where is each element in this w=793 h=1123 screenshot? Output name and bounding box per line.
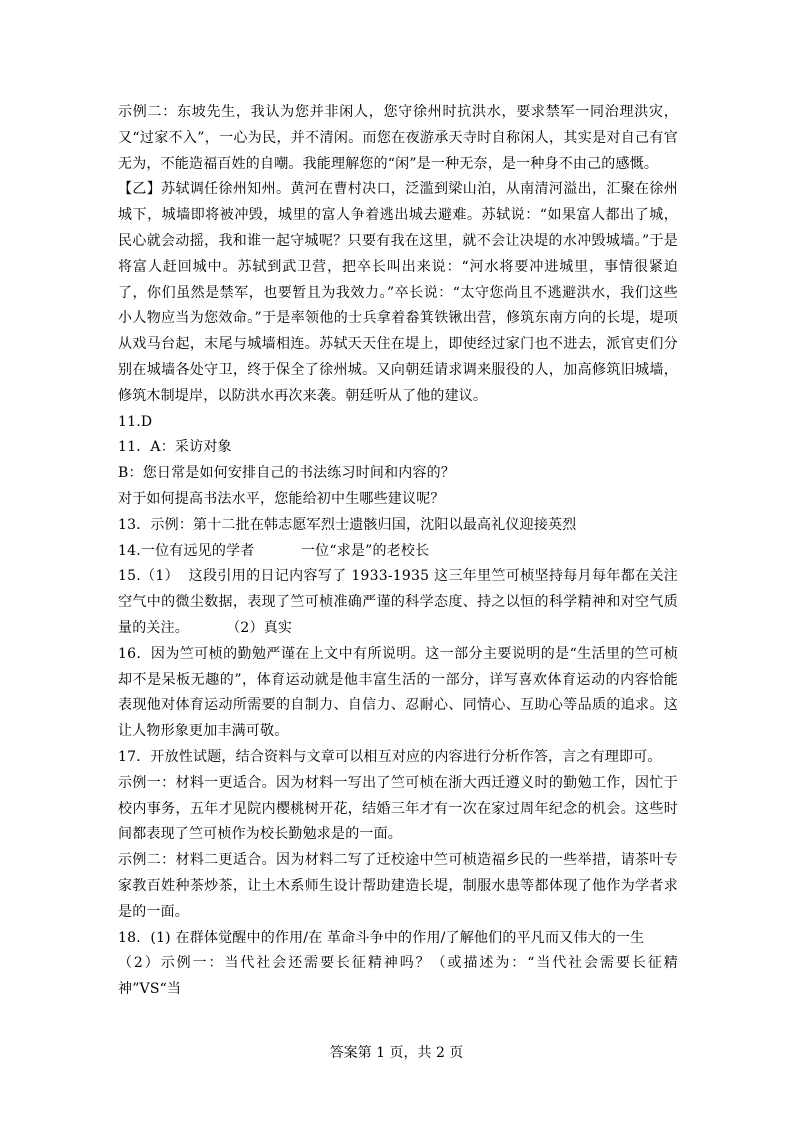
answer-11-choice: 11.D [118, 413, 153, 430]
answer-15: 15.（1） 这段引用的日记内容写了 1933-1935 这三年里竺可桢坚持每月每年都在关注空气中的微尘数据，表现了竺可桢准确严谨的科学态度、持之以恒的科学精神和对空气质量的关注。 （2）真实 [118, 568, 678, 636]
answer-11-b: B：您日常是如何安排自己的书法练习时间和内容的？ [118, 465, 456, 482]
answer-14: 14.一位有远见的学者 一位“求是”的老校长 [118, 542, 430, 559]
answer-text-block [118, 100, 678, 1003]
page-footer: 答案第 1 页，共 2 页 [329, 1045, 464, 1061]
answer-16: 16．因为竺可桢的勤勉严谨在上文中有所说明。这一部分主要说明的是“生活里的竺可桢却不是呆板无趣的”，体育运动就是他丰富生活的一部分，详写喜欢体育运动的内容恰能表现他对体育运动所需要的自制力、自信力、忍耐心、同情心、互助心等品质的追求。这让人物形象更加丰满可敬。 [118, 645, 678, 740]
answer-17-example-one: 示例一：材料一更适合。因为材料一写出了竺可桢在浙大西迁遵义时的勤勉工作，因忙于校内事务，五年才见院内樱桃树开花，结婚三年才有一次在家过周年纪念的机会。这些时间都表现了竺可桢作为校长勤勉求是的一面。 [118, 774, 678, 843]
paragraph-example-two: 示例二：东坡先生，我认为您并非闲人，您守徐州时抗洪水，要求禁军一同治理洪灾，又“过家不入”，一心为民，并不清闲。而您在夜游承天寺时自称闲人，其实是对自己有官无为，不能造福百姓的自嘲。我能理解您的“闲”是一种无奈，是一种身不由己的感慨。 [118, 104, 678, 172]
paragraph-translation-yi: 【乙】苏轼调任徐州知州。黄河在曹村决口，泛滥到梁山泊，从南清河溢出，汇聚在徐州城下，城墙即将被冲毁，城里的富人争着逃出城去避难。苏轼说：“如果富人都出了城，民心就会动摇，我和谁一起守城呢？只要有我在这里，就不会让决堤的水冲毁城墙。”于是将富人赶回城中。苏轼到武卫营，把卒长叫出来说：“河水将要冲进城里，事情很紧迫了，你们虽然是禁军，也要暂且为我效力。”卒长说：“太守您尚且不逃避洪水，我们这些小人物应当为您效命。”于是率领他的士兵拿着畚箕铁锹出营，修筑东南方向的长堤，堤项从戏马台起，末尾与城墙相连。苏轼天天住在堤上，即使经过家门也不进去，派官吏们分别在城墙各处守卫，终于保全了徐州城。又向朝廷请求调来服役的人，加高修筑旧城墙，修筑木制堤岸，以防洪水再次来袭。朝廷听从了他的建议。 [118, 181, 678, 404]
answer-13: 13．示例：第十二批在韩志愿军烈士遗骸归国，沈阳以最高礼仪迎接英烈 [118, 516, 577, 533]
answer-18-2: （2）示例一：当代社会还需要长征精神吗？（或描述为：“当代社会需要长征精神”VS“当 [118, 955, 678, 998]
answer-11-c: 对于如何提高书法水平，您能给初中生哪些建议呢？ [118, 490, 445, 507]
answer-17: 17．开放性试题，结合资料与文章可以相互对应的内容进行分析作答，言之有理即可。 [118, 748, 662, 765]
answer-11-a: 11．A：采访对象 [118, 439, 232, 456]
answer-18-1: 18．(1) 在群体觉醒中的作用/在 革命斗争中的作用/了解他们的平凡而又伟大的一生 [118, 929, 645, 946]
answer-17-example-two: 示例二：材料二更适合。因为材料二写了迁校途中竺可桢造福乡民的一些举措，请茶叶专家教百姓种茶炒茶，让土木系师生设计帮助建造长堤，制服水患等都体现了他作为学者求是的一面。 [118, 852, 678, 920]
